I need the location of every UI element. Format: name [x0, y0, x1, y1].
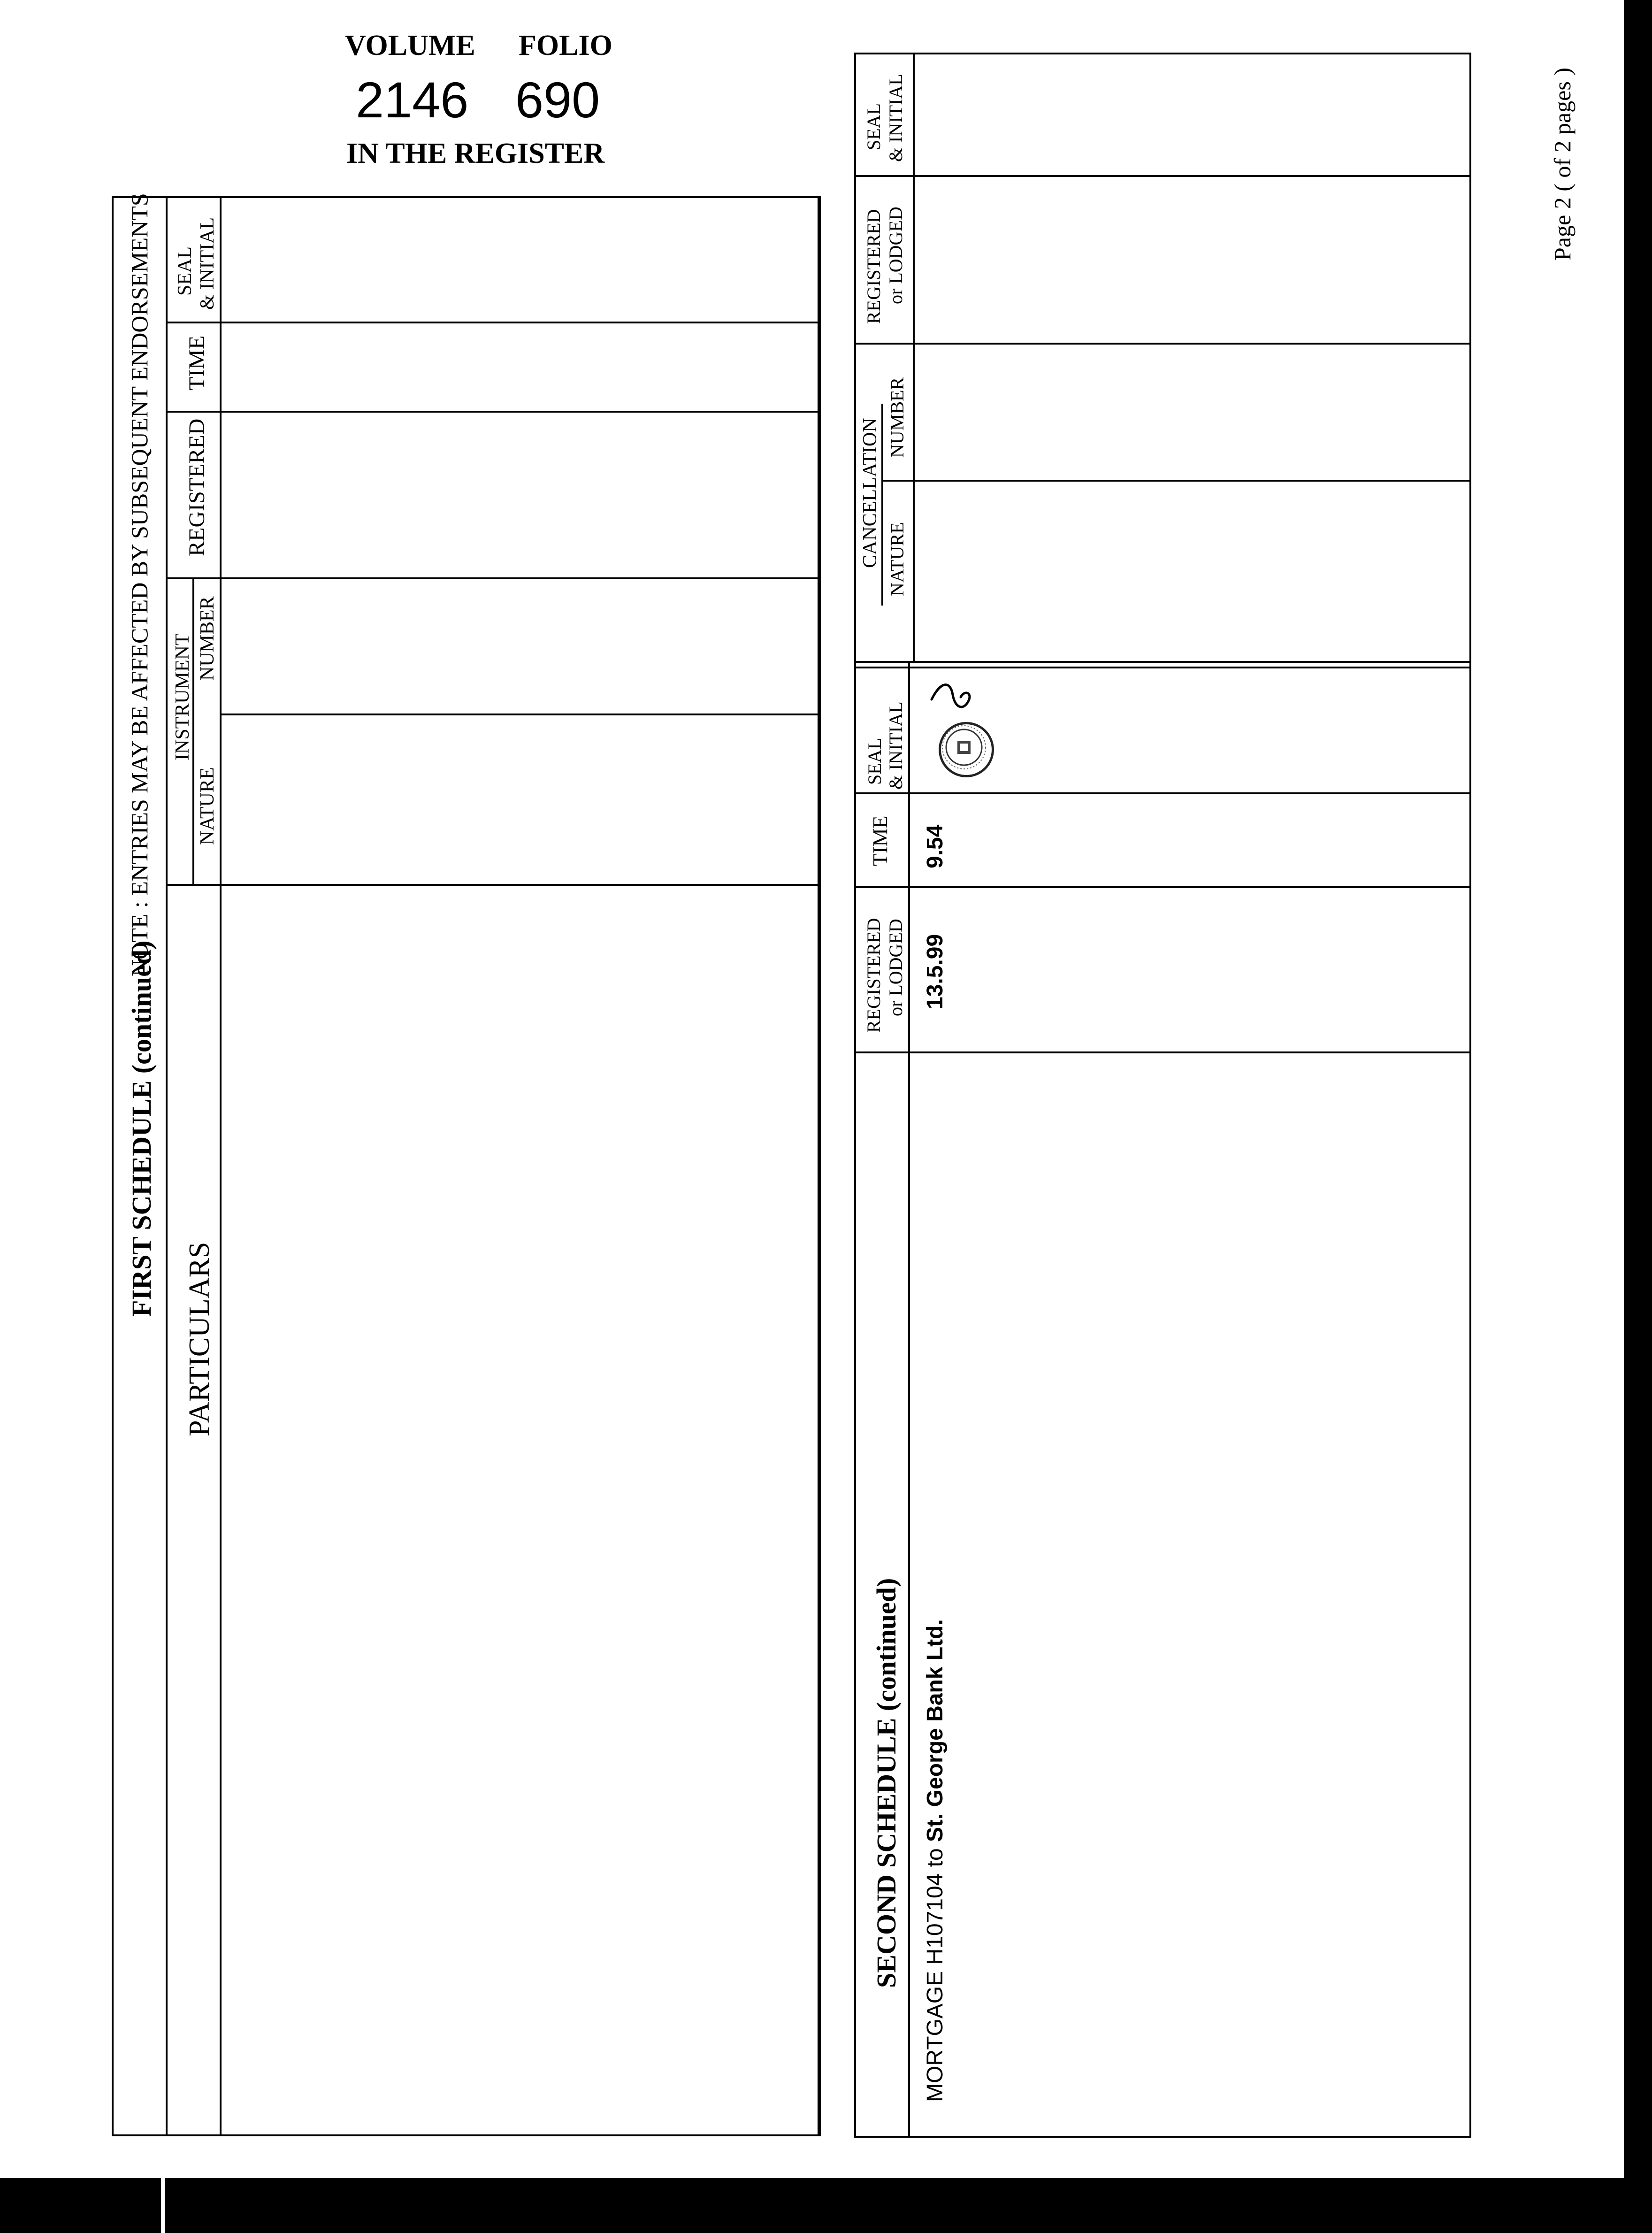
col-time: TIME: [869, 815, 892, 866]
col-cancellation: CANCELLATION: [859, 418, 881, 568]
entry-time: 9.54: [923, 824, 948, 868]
col-particulars: PARTICULARS: [184, 1242, 215, 1436]
col-instrument-nature: NATURE: [197, 767, 218, 845]
scan-border: [0, 2178, 160, 2233]
cancel-col-registered: REGISTERED: [863, 209, 884, 324]
col-time: TIME: [184, 335, 209, 391]
initial-signature-icon: [927, 671, 979, 723]
col-registered: REGISTERED: [863, 918, 884, 1033]
entry-particulars: [922, 1619, 948, 2102]
cancel-col-nature: NATURE: [887, 522, 908, 596]
cancel-col-seal: SEAL: [863, 103, 884, 150]
col-seal: SEAL: [174, 246, 196, 296]
folio-label: FOLIO: [519, 30, 612, 61]
second-schedule-title: SECOND SCHEDULE (continued): [871, 1578, 902, 1988]
entry-registered: 13.5.99: [923, 934, 948, 1009]
cancel-col-number: NUMBER: [887, 377, 908, 458]
cancel-col-lodged: or LODGED: [885, 207, 906, 304]
scan-border-mark: [161, 2178, 165, 2233]
volume-label: VOLUME: [345, 30, 475, 61]
register-label: IN THE REGISTER: [346, 138, 605, 169]
entry-particulars-text: MORTGAGE H107104 to: [923, 1842, 948, 2102]
col-seal-initial: & INITIAL: [885, 701, 906, 790]
col-seal: SEAL: [864, 738, 885, 785]
folio-number: 690: [515, 71, 600, 128]
entry-party: St. George Bank Ltd.: [923, 1619, 948, 1842]
first-schedule-note: NOTE : ENTRIES MAY BE AFFECTED BY SUBSEQUENT ENDORSEMENTS: [126, 193, 153, 976]
col-lodged: or LODGED: [885, 919, 906, 1016]
volume-number: 2146: [356, 71, 469, 128]
registry-seal-icon: [939, 722, 994, 777]
page-number: Page 2 ( of 2 pages ): [1549, 68, 1576, 261]
col-registered: REGISTERED: [184, 418, 209, 556]
col-instrument: INSTRUMENT: [172, 633, 193, 760]
col-instrument-number: NUMBER: [197, 596, 218, 681]
col-seal-initial: & INITIAL: [197, 217, 218, 310]
cancel-col-seal-initial: & INITIAL: [885, 74, 906, 162]
first-schedule-title: FIRST SCHEDULE (continued): [126, 940, 157, 1317]
